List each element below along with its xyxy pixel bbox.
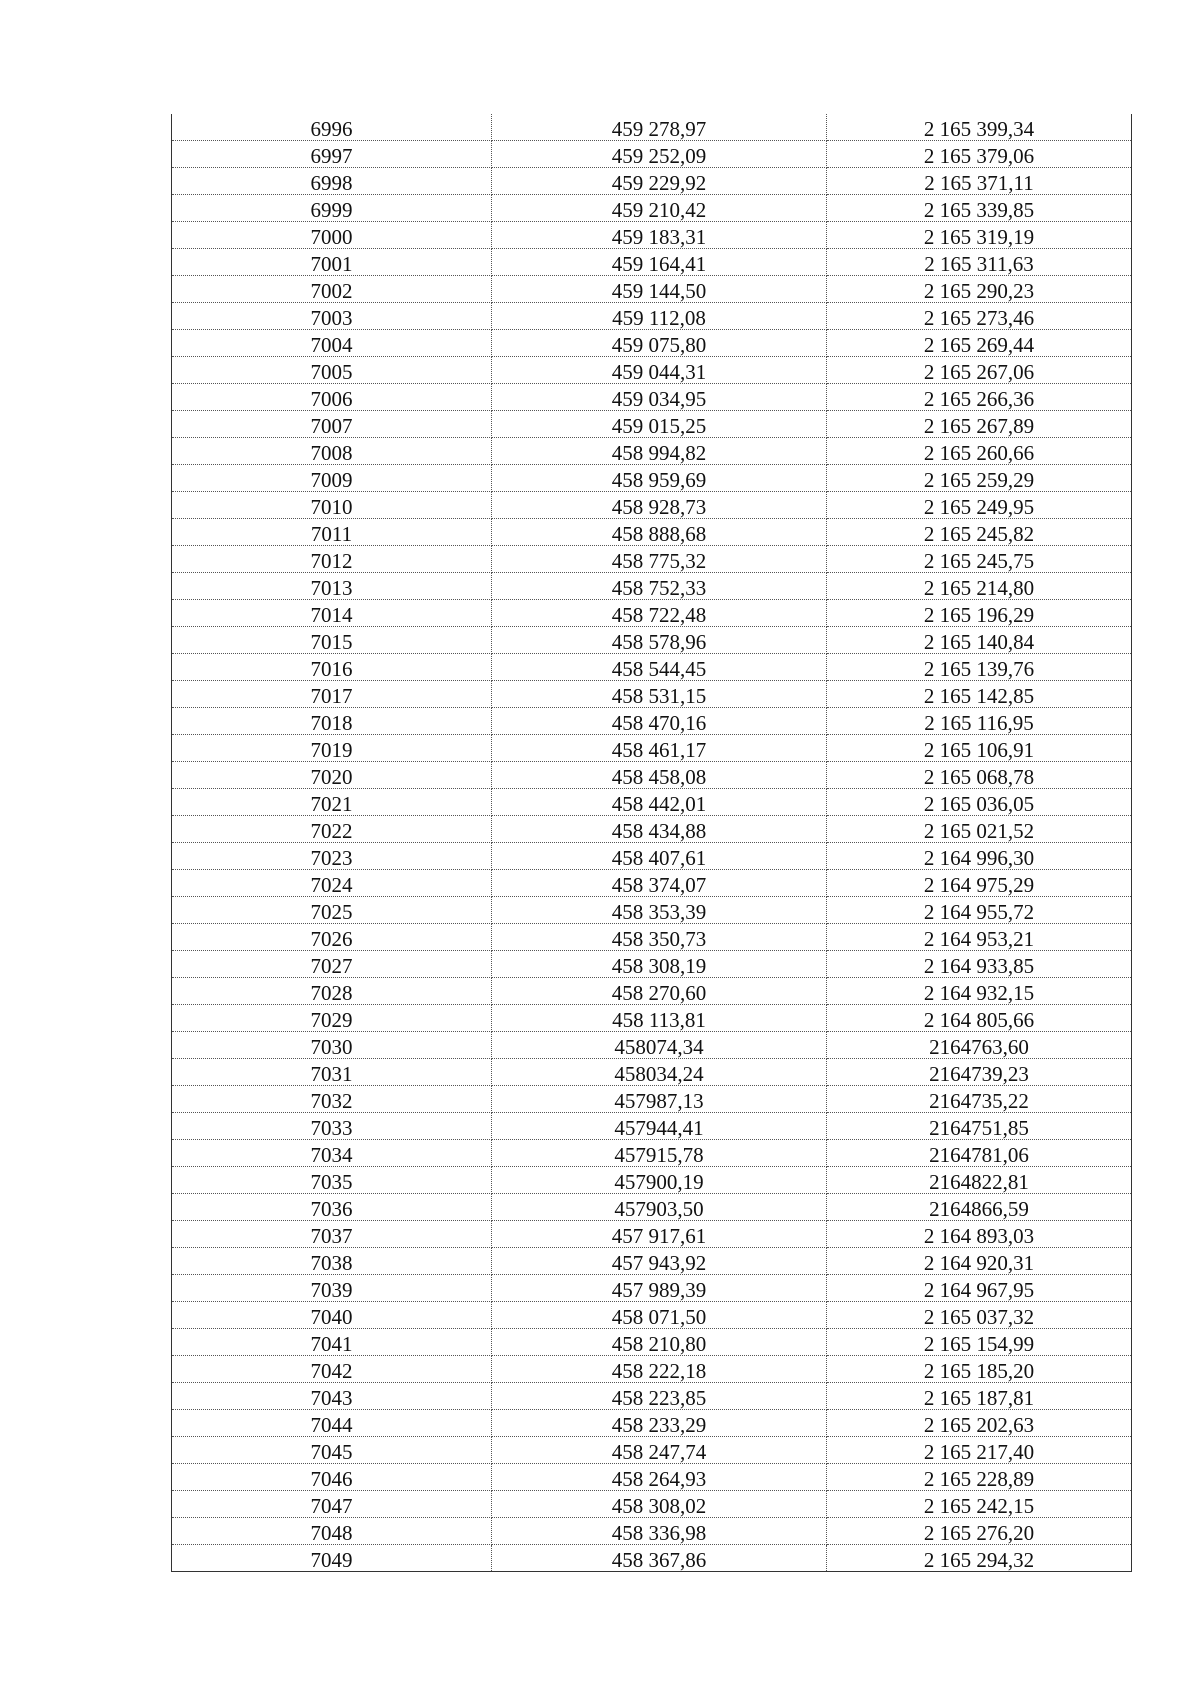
point-number-cell: 7014 [172,600,492,627]
x-coordinate-cell: 458 367,86 [492,1545,827,1572]
x-coordinate-cell: 458 308,02 [492,1491,827,1518]
table-row [172,222,1132,249]
x-coordinate-cell: 457987,13 [492,1086,827,1113]
table-row [172,1005,1132,1032]
table-row [172,1248,1132,1275]
point-number-cell: 7040 [172,1302,492,1329]
y-coordinate-cell: 2 165 187,81 [827,1383,1132,1410]
y-coordinate-cell: 2 165 267,89 [827,411,1132,438]
point-number-cell: 7017 [172,681,492,708]
x-coordinate-cell: 458 928,73 [492,492,827,519]
point-number-cell: 7042 [172,1356,492,1383]
x-coordinate-cell: 459 112,08 [492,303,827,330]
point-number-cell: 7038 [172,1248,492,1275]
x-coordinate-cell: 457915,78 [492,1140,827,1167]
point-number-cell: 7029 [172,1005,492,1032]
x-coordinate-cell: 458 470,16 [492,708,827,735]
x-coordinate-cell: 459 278,97 [492,114,827,141]
x-coordinate-cell: 458 959,69 [492,465,827,492]
table-row [172,1113,1132,1140]
table-row [172,870,1132,897]
y-coordinate-cell: 2 165 116,95 [827,708,1132,735]
table-row [172,762,1132,789]
table-row [172,195,1132,222]
y-coordinate-cell: 2 165 021,52 [827,816,1132,843]
table-row [172,276,1132,303]
table-row [172,330,1132,357]
point-number-cell: 7011 [172,519,492,546]
y-coordinate-cell: 2164763,60 [827,1032,1132,1059]
table-row [172,1086,1132,1113]
table-row [172,978,1132,1005]
x-coordinate-cell: 458 210,80 [492,1329,827,1356]
point-number-cell: 7001 [172,249,492,276]
point-number-cell: 7000 [172,222,492,249]
x-coordinate-cell: 458 578,96 [492,627,827,654]
point-number-cell: 7033 [172,1113,492,1140]
table-row [172,897,1132,924]
x-coordinate-cell: 458 888,68 [492,519,827,546]
y-coordinate-cell: 2 165 273,46 [827,303,1132,330]
point-number-cell: 7049 [172,1545,492,1572]
point-number-cell: 7010 [172,492,492,519]
x-coordinate-cell: 459 034,95 [492,384,827,411]
table-row [172,438,1132,465]
y-coordinate-cell: 2 164 920,31 [827,1248,1132,1275]
table-row [172,600,1132,627]
y-coordinate-cell: 2164822,81 [827,1167,1132,1194]
table-row [172,735,1132,762]
table-row [172,951,1132,978]
y-coordinate-cell: 2 165 068,78 [827,762,1132,789]
y-coordinate-cell: 2 165 269,44 [827,330,1132,357]
table-row [172,1545,1132,1572]
point-number-cell: 7020 [172,762,492,789]
table-row [172,357,1132,384]
x-coordinate-cell: 458 531,15 [492,681,827,708]
x-coordinate-cell: 459 252,09 [492,141,827,168]
x-coordinate-cell: 458 222,18 [492,1356,827,1383]
table-row [172,1059,1132,1086]
point-number-cell: 7009 [172,465,492,492]
y-coordinate-cell: 2 164 955,72 [827,897,1132,924]
x-coordinate-cell: 458 336,98 [492,1518,827,1545]
y-coordinate-cell: 2 164 996,30 [827,843,1132,870]
y-coordinate-cell: 2 165 185,20 [827,1356,1132,1383]
y-coordinate-cell: 2 164 893,03 [827,1221,1132,1248]
table-row [172,708,1132,735]
y-coordinate-cell: 2 165 371,11 [827,168,1132,195]
point-number-cell: 7048 [172,1518,492,1545]
y-coordinate-cell: 2 165 276,20 [827,1518,1132,1545]
table-row [172,627,1132,654]
x-coordinate-cell: 457 917,61 [492,1221,827,1248]
point-number-cell: 7026 [172,924,492,951]
y-coordinate-cell: 2 164 932,15 [827,978,1132,1005]
y-coordinate-cell: 2 165 154,99 [827,1329,1132,1356]
point-number-cell: 7047 [172,1491,492,1518]
point-number-cell: 7016 [172,654,492,681]
y-coordinate-cell: 2 165 266,36 [827,384,1132,411]
table-row [172,492,1132,519]
x-coordinate-cell: 458 461,17 [492,735,827,762]
y-coordinate-cell: 2 164 975,29 [827,870,1132,897]
x-coordinate-cell: 458 113,81 [492,1005,827,1032]
x-coordinate-cell: 458 458,08 [492,762,827,789]
point-number-cell: 7025 [172,897,492,924]
table-row [172,1194,1132,1221]
x-coordinate-cell: 457 943,92 [492,1248,827,1275]
table-row [172,249,1132,276]
point-number-cell: 7023 [172,843,492,870]
y-coordinate-cell: 2 165 339,85 [827,195,1132,222]
point-number-cell: 7045 [172,1437,492,1464]
point-number-cell: 7021 [172,789,492,816]
y-coordinate-cell: 2 165 196,29 [827,600,1132,627]
point-number-cell: 7046 [172,1464,492,1491]
table-row [172,1383,1132,1410]
x-coordinate-cell: 458 374,07 [492,870,827,897]
coordinate-table [171,114,1132,1572]
point-number-cell: 7015 [172,627,492,654]
y-coordinate-cell: 2 165 290,23 [827,276,1132,303]
y-coordinate-cell: 2 165 259,29 [827,465,1132,492]
table-row [172,1140,1132,1167]
table-row [172,141,1132,168]
y-coordinate-cell: 2 165 202,63 [827,1410,1132,1437]
point-number-cell: 7013 [172,573,492,600]
table-row [172,1329,1132,1356]
y-coordinate-cell: 2 165 245,75 [827,546,1132,573]
coordinate-table-body [172,114,1132,1572]
x-coordinate-cell: 459 183,31 [492,222,827,249]
table-row [172,1275,1132,1302]
x-coordinate-cell: 458074,34 [492,1032,827,1059]
y-coordinate-cell: 2164781,06 [827,1140,1132,1167]
point-number-cell: 7041 [172,1329,492,1356]
x-coordinate-cell: 459 144,50 [492,276,827,303]
x-coordinate-cell: 459 075,80 [492,330,827,357]
table-row [172,681,1132,708]
point-number-cell: 7012 [172,546,492,573]
table-row [172,411,1132,438]
point-number-cell: 7036 [172,1194,492,1221]
x-coordinate-cell: 458 270,60 [492,978,827,1005]
point-number-cell: 7028 [172,978,492,1005]
point-number-cell: 7004 [172,330,492,357]
y-coordinate-cell: 2 165 140,84 [827,627,1132,654]
x-coordinate-cell: 458 722,48 [492,600,827,627]
y-coordinate-cell: 2 164 967,95 [827,1275,1132,1302]
table-row [172,924,1132,951]
table-row [172,1491,1132,1518]
table-row [172,1518,1132,1545]
table-row [172,168,1132,195]
point-number-cell: 7018 [172,708,492,735]
point-number-cell: 7019 [172,735,492,762]
table-row [172,1410,1132,1437]
y-coordinate-cell: 2 165 311,63 [827,249,1132,276]
x-coordinate-cell: 458 434,88 [492,816,827,843]
x-coordinate-cell: 458 752,33 [492,573,827,600]
y-coordinate-cell: 2164739,23 [827,1059,1132,1086]
point-number-cell: 7031 [172,1059,492,1086]
y-coordinate-cell: 2164751,85 [827,1113,1132,1140]
x-coordinate-cell: 459 164,41 [492,249,827,276]
point-number-cell: 7007 [172,411,492,438]
x-coordinate-cell: 458 071,50 [492,1302,827,1329]
point-number-cell: 7035 [172,1167,492,1194]
point-number-cell: 7002 [172,276,492,303]
y-coordinate-cell: 2 165 142,85 [827,681,1132,708]
table-row [172,816,1132,843]
x-coordinate-cell: 458 233,29 [492,1410,827,1437]
y-coordinate-cell: 2 165 260,66 [827,438,1132,465]
x-coordinate-cell: 458 247,74 [492,1437,827,1464]
point-number-cell: 7044 [172,1410,492,1437]
table-row [172,1032,1132,1059]
y-coordinate-cell: 2 165 217,40 [827,1437,1132,1464]
x-coordinate-cell: 458 353,39 [492,897,827,924]
y-coordinate-cell: 2 165 214,80 [827,573,1132,600]
x-coordinate-cell: 458 223,85 [492,1383,827,1410]
table-row [172,1221,1132,1248]
table-row [172,384,1132,411]
table-row [172,1302,1132,1329]
x-coordinate-cell: 458 544,45 [492,654,827,681]
point-number-cell: 7008 [172,438,492,465]
point-number-cell: 7027 [172,951,492,978]
y-coordinate-cell: 2 165 228,89 [827,1464,1132,1491]
point-number-cell: 7030 [172,1032,492,1059]
table-row [172,519,1132,546]
x-coordinate-cell: 457944,41 [492,1113,827,1140]
x-coordinate-cell: 458 308,19 [492,951,827,978]
y-coordinate-cell: 2 165 379,06 [827,141,1132,168]
x-coordinate-cell: 459 015,25 [492,411,827,438]
table-row [172,1437,1132,1464]
y-coordinate-cell: 2 165 242,15 [827,1491,1132,1518]
table-row [172,114,1132,141]
point-number-cell: 6996 [172,114,492,141]
table-row [172,1356,1132,1383]
point-number-cell: 7003 [172,303,492,330]
x-coordinate-cell: 458034,24 [492,1059,827,1086]
table-row [172,843,1132,870]
point-number-cell: 7006 [172,384,492,411]
x-coordinate-cell: 459 229,92 [492,168,827,195]
table-row [172,465,1132,492]
y-coordinate-cell: 2 165 036,05 [827,789,1132,816]
y-coordinate-cell: 2 165 294,32 [827,1545,1132,1572]
y-coordinate-cell: 2 165 037,32 [827,1302,1132,1329]
point-number-cell: 6999 [172,195,492,222]
table-row [172,303,1132,330]
x-coordinate-cell: 457900,19 [492,1167,827,1194]
y-coordinate-cell: 2 165 106,91 [827,735,1132,762]
y-coordinate-cell: 2 165 139,76 [827,654,1132,681]
point-number-cell: 7024 [172,870,492,897]
y-coordinate-cell: 2 165 245,82 [827,519,1132,546]
x-coordinate-cell: 458 407,61 [492,843,827,870]
y-coordinate-cell: 2164866,59 [827,1194,1132,1221]
table-row [172,1464,1132,1491]
y-coordinate-cell: 2 165 249,95 [827,492,1132,519]
x-coordinate-cell: 458 442,01 [492,789,827,816]
point-number-cell: 6998 [172,168,492,195]
x-coordinate-cell: 457 989,39 [492,1275,827,1302]
y-coordinate-cell: 2 165 399,34 [827,114,1132,141]
y-coordinate-cell: 2 164 805,66 [827,1005,1132,1032]
x-coordinate-cell: 458 994,82 [492,438,827,465]
table-row [172,546,1132,573]
table-row [172,654,1132,681]
y-coordinate-cell: 2 165 319,19 [827,222,1132,249]
point-number-cell: 7037 [172,1221,492,1248]
x-coordinate-cell: 458 264,93 [492,1464,827,1491]
y-coordinate-cell: 2 164 953,21 [827,924,1132,951]
table-row [172,1167,1132,1194]
x-coordinate-cell: 458 775,32 [492,546,827,573]
point-number-cell: 7034 [172,1140,492,1167]
x-coordinate-cell: 459 044,31 [492,357,827,384]
point-number-cell: 7032 [172,1086,492,1113]
table-row [172,789,1132,816]
x-coordinate-cell: 458 350,73 [492,924,827,951]
point-number-cell: 7043 [172,1383,492,1410]
y-coordinate-cell: 2 164 933,85 [827,951,1132,978]
point-number-cell: 6997 [172,141,492,168]
point-number-cell: 7039 [172,1275,492,1302]
x-coordinate-cell: 457903,50 [492,1194,827,1221]
point-number-cell: 7005 [172,357,492,384]
y-coordinate-cell: 2 165 267,06 [827,357,1132,384]
table-row [172,573,1132,600]
y-coordinate-cell: 2164735,22 [827,1086,1132,1113]
point-number-cell: 7022 [172,816,492,843]
x-coordinate-cell: 459 210,42 [492,195,827,222]
